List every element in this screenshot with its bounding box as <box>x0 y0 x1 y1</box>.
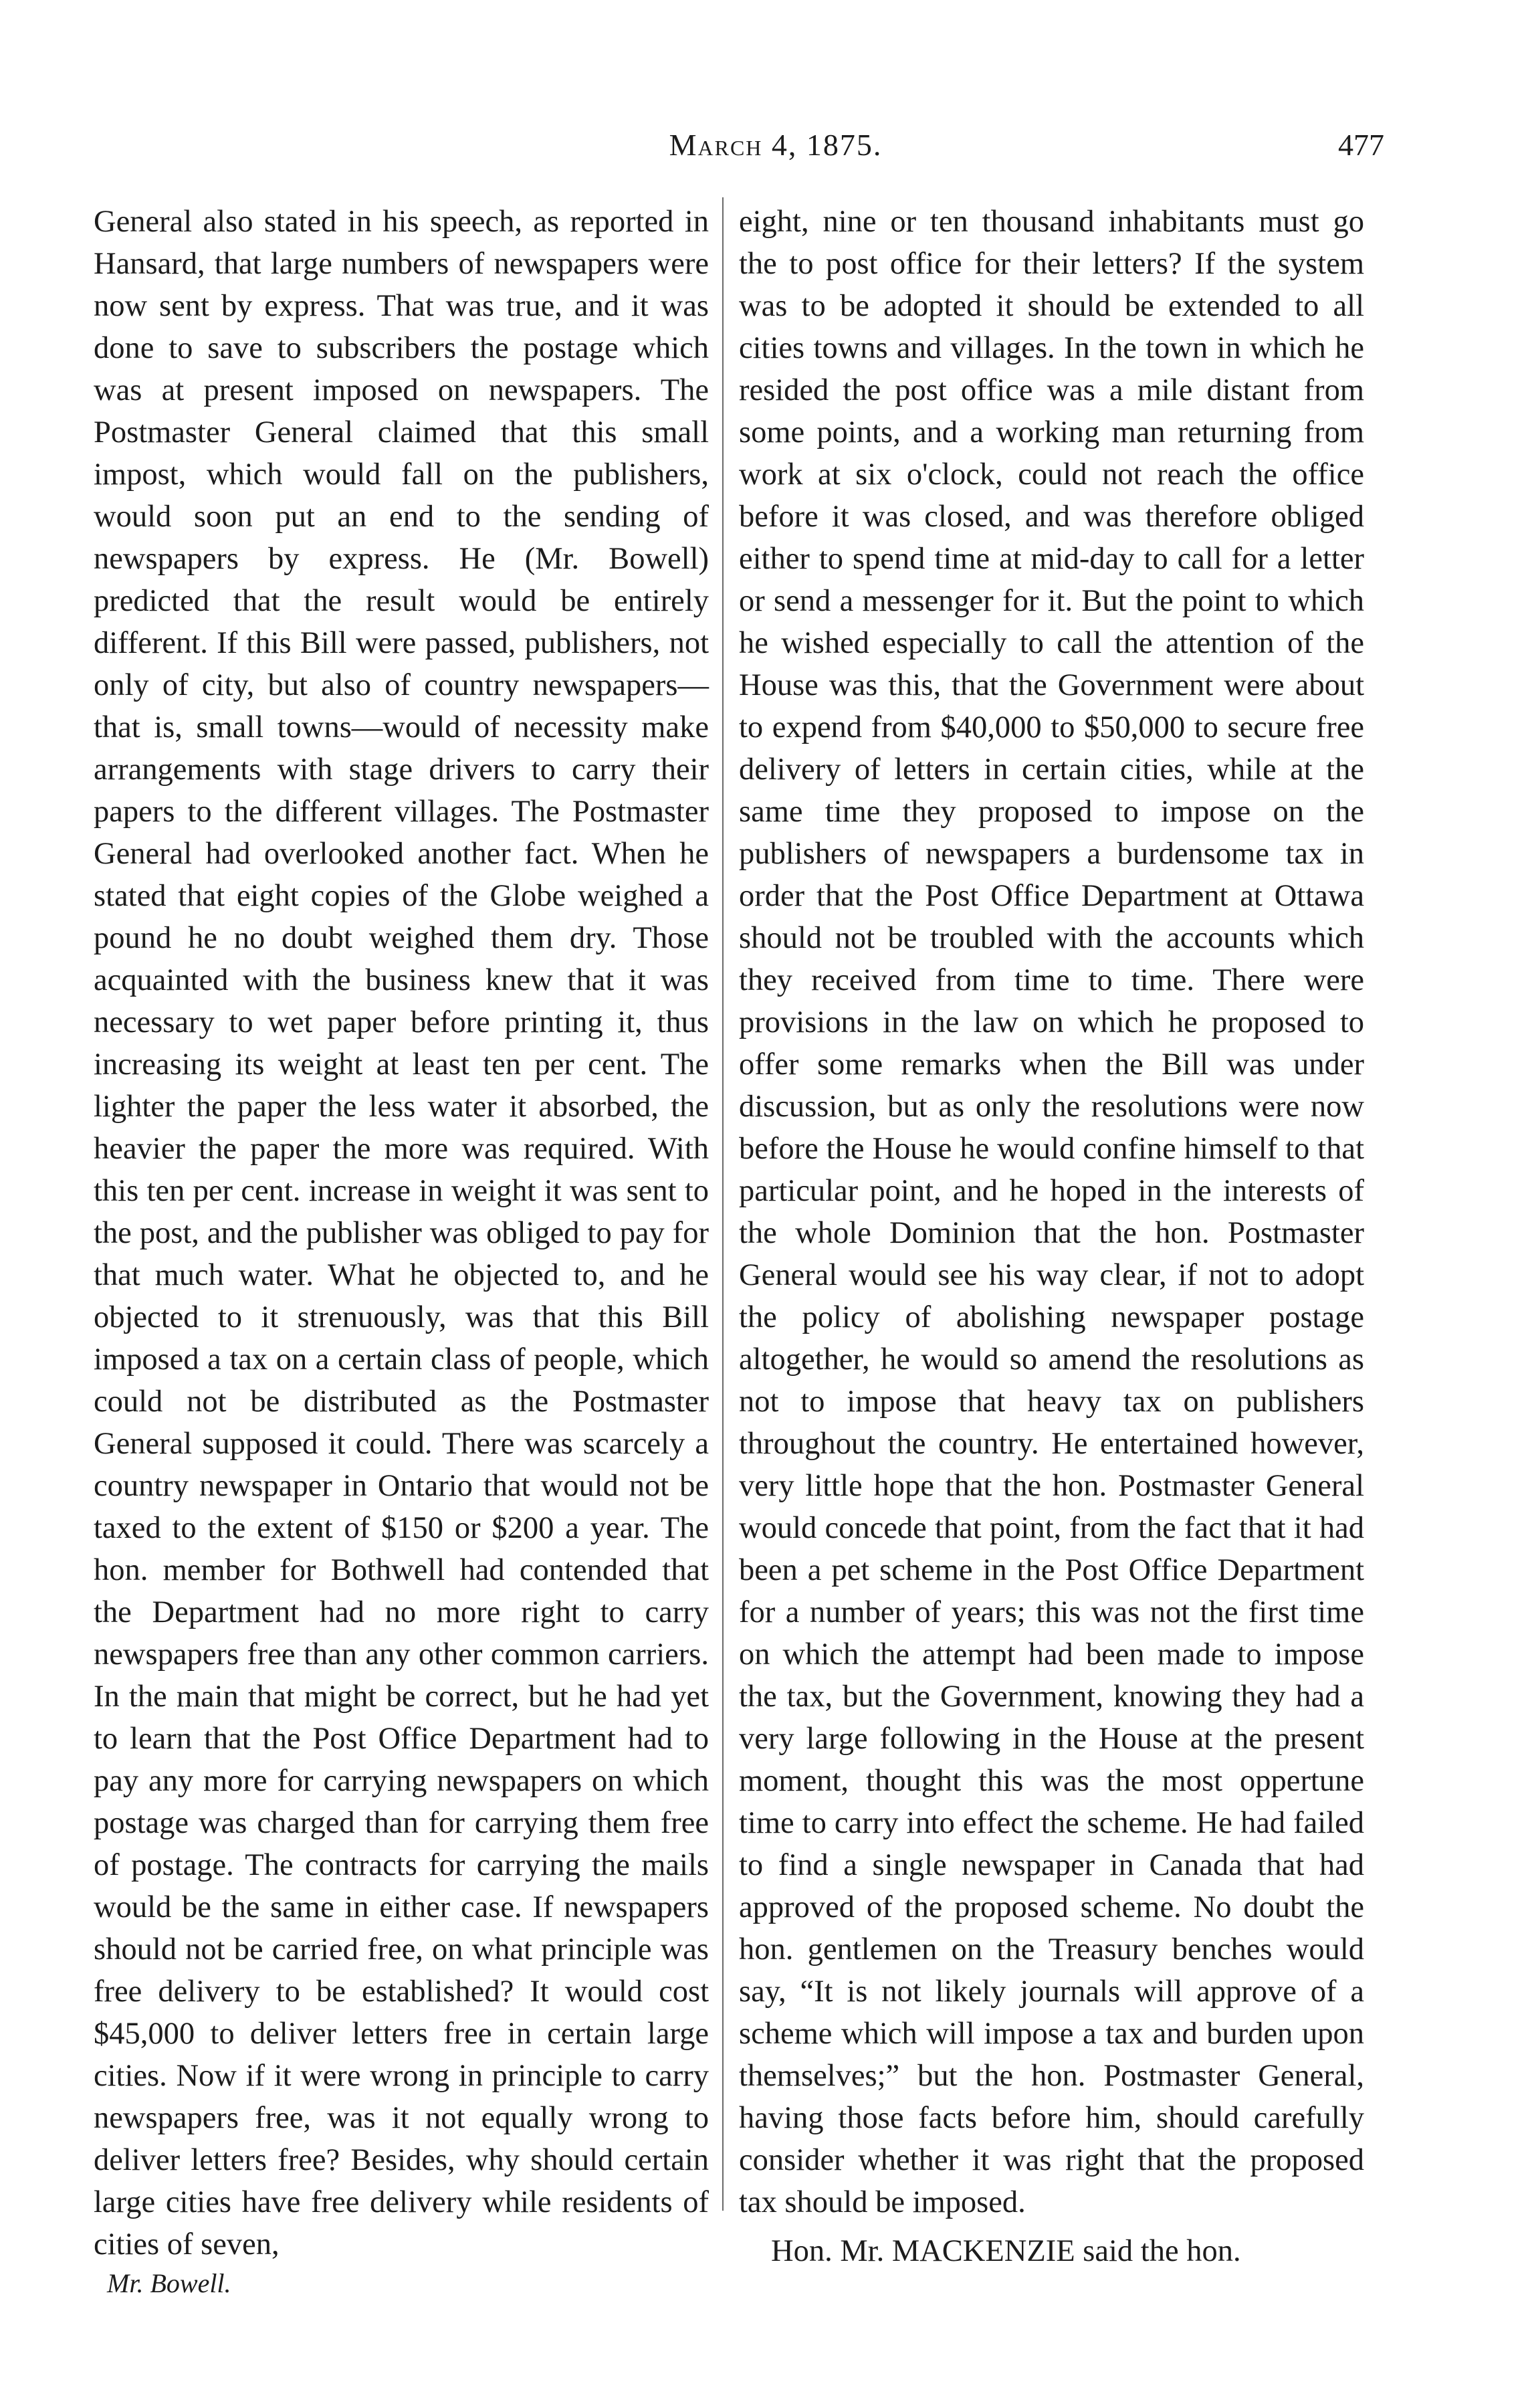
left-paragraph-1: General also stated in his speech, as reported in Hansard, that large numbers of newspapers were now sent by express. That was true, and it was done to save to subscribers the postage which was at present imposed on newspapers. The Postmaster General claimed that this small impost, which would fall on the publishers, would soon put an end to the sending of newspapers by express. He (Mr. Bowell) predicted that the result would be entirely different. If this Bill were passed, publishers, not only of city, but also of country newspapers—that is, small towns—would of necessity make arrangements with stage drivers to carry their papers to the different villages. The Postmaster General had overlooked another fact. When he stated that eight copies of the Globe weighed a pound he no doubt weighed them dry. Those acquainted with the business knew that it was necessary to wet paper before printing it, thus increasing its weight at least ten per cent. The lighter the paper the less water it absorbed, the heavier the paper the more was required. With this ten per cent. increase in weight it was sent to the post, and the publisher was obliged to pay for that much water. What he objected to, and he objected to it strenuously, was that this Bill imposed a tax on a certain class of people, which could not be distributed as the Postmaster General supposed it could. There was scarcely a country newspaper in Ontario that would not be taxed to the extent of $150 or $200 a year. The hon. member for Bothwell had contended that the Department had no more right to carry newspapers free than any other common carriers. In the main that might be correct, but he had yet to learn that the Post Office Department had to pay any more for carrying newspapers on which postage was charged than for carrying them free of postage. The contracts for carrying the mails would be the same in either case. If newspapers should not be carried free, on what principle was free delivery to be established? It would cost $45,000 to deliver letters free in certain large cities. Now if it were wrong in principle to carry newspapers free, was it not equally wrong to deliver letters free? Besides, why should certain large cities have free delivery while residents of cities of seven, <box>94 205 709 2262</box>
page-number: 477 <box>1338 128 1384 162</box>
right-column <box>739 201 1364 2268</box>
footer-speaker-name: Mr. Bowell. <box>107 2268 231 2298</box>
column-divider <box>722 197 724 2211</box>
running-header-date: March 4, 1875. <box>669 128 883 162</box>
left-column <box>94 201 709 2262</box>
right-paragraph-1: eight, nine or ten thousand inhabitants must go the to post office for their letters? If the system was to be adopted it should be extended to all cities towns and villages. In the town in which he resided the post office was a mile distant from some points, and a working man returning from work at six o'clock, could not reach the office before it was closed, and was therefore obliged either to spend time at mid-day to call for a letter or send a messenger for it. But the point to which he wished especially to call the attention of the House was this, that the Government were about to expend from $40,000 to $50,000 to secure free delivery of letters in certain cities, while at the same time they proposed to impose on the publishers of newspapers a burdensome tax in order that the Post Office Department at Ottawa should not be troubled with the accounts which they received from time to time. There were provisions in the law on which he proposed to offer some remarks when the Bill was under discussion, but as only the resolutions were now before the House he would confine himself to that particular point, and he hoped in the interests of the whole Dominion that the hon. Postmaster General would see his way clear, if not to adopt the policy of abolishing newspaper postage altogether, he would so amend the resolutions as not to impose that heavy tax on publishers throughout the country. He entertained however, very little hope that the hon. Postmaster General would concede that point, from the fact that it had been a pet scheme in the Post Office Department for a number of years; this was not the first time on which the attempt had been made to impose the tax, but the Government, knowing they had a very large following in the House at the present moment, thought this was the most oppertune time to carry into effect the scheme. He had failed to find a single newspaper in Canada that had approved of the proposed scheme. No doubt the hon. gentlemen on the Treasury benches would say, “It is not likely journals will approve of a scheme which will impose a tax and burden upon themselves;” but the hon. Postmaster General, having those facts before him, should carefully consider whether it was right that the proposed tax should be imposed. <box>739 205 1364 2219</box>
right-paragraph-2: Hon. Mr. MACKENZIE said the hon. <box>771 2234 1241 2268</box>
